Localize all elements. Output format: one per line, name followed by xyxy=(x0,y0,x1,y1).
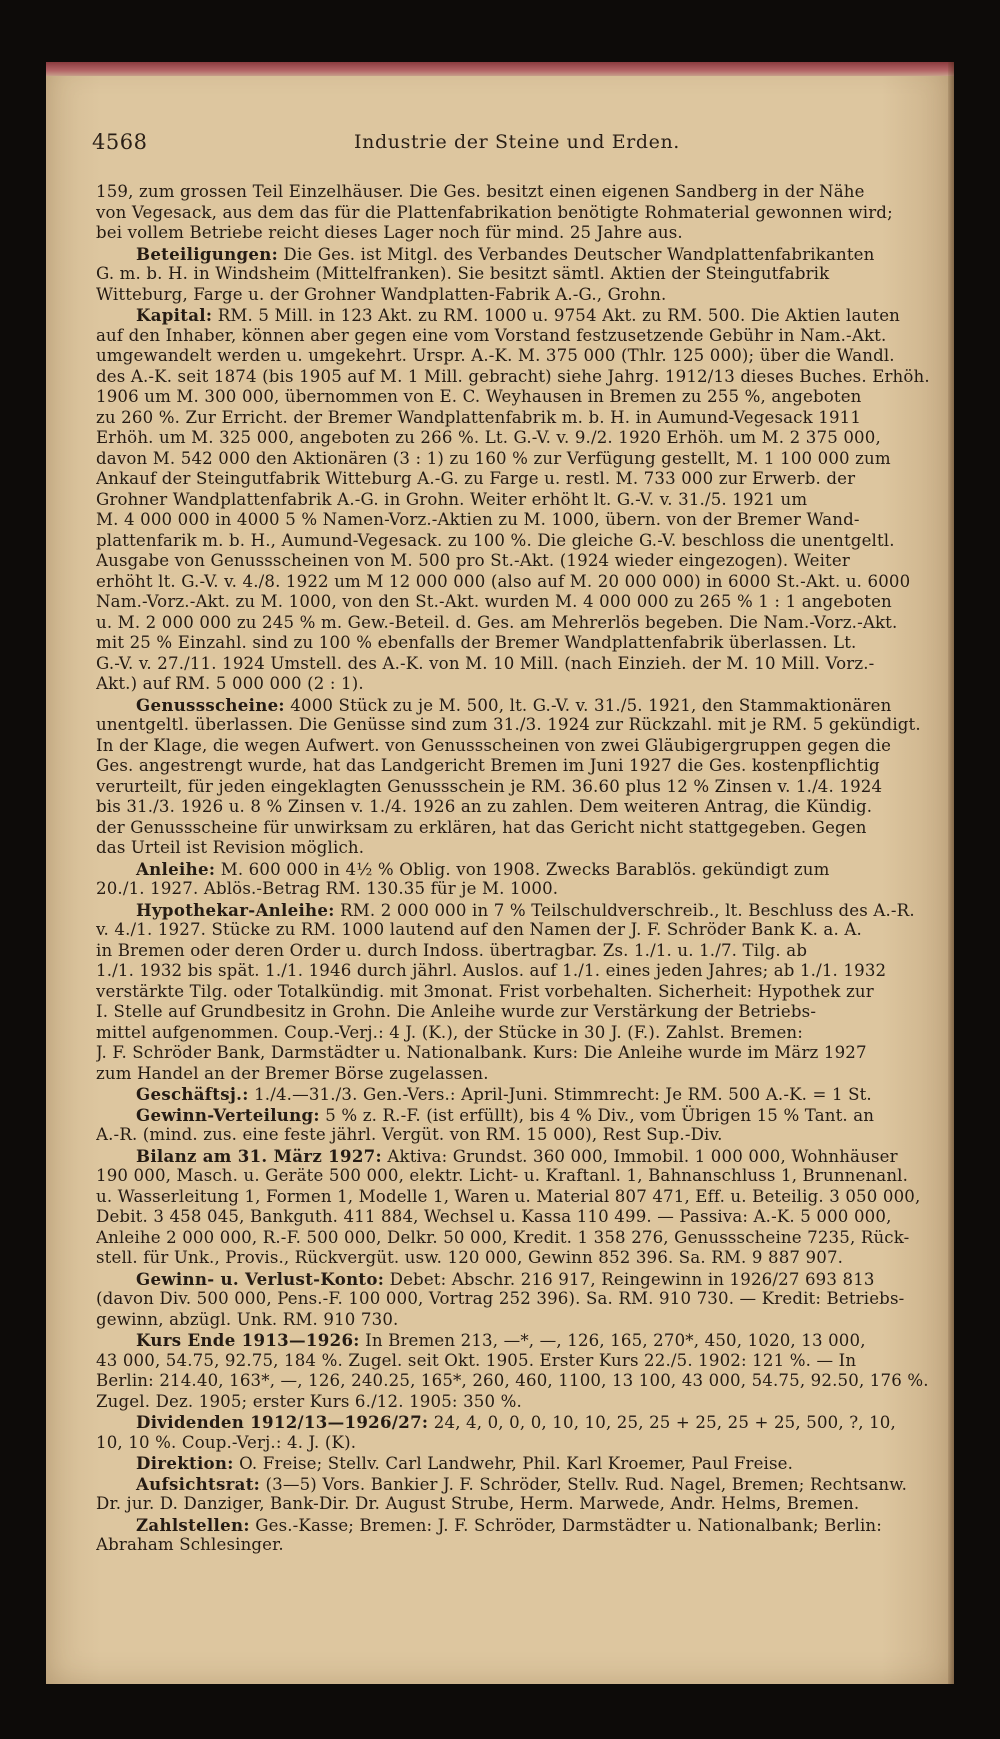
line-text: auf den Inhaber, können aber gegen eine vom Vorstand festzusetzende Gebühr in Nam.-Akt. xyxy=(96,325,887,345)
text-line xyxy=(96,879,954,900)
text-line xyxy=(96,1535,954,1556)
text-line xyxy=(96,1207,954,1228)
line-text: Ges.-Kasse; Bremen: J. F. Schröder, Darmstädter u. Nationalbank; Berlin: xyxy=(249,1515,883,1535)
line-text: u. M. 2 000 000 zu 245 % m. Gew.-Beteil. d. Ges. am Mehrerlös begeben. Die Nam.-Vorz.-Akt. xyxy=(96,612,898,632)
line-text: Witteburg, Farge u. der Grohner Wandplatten-Fabrik A.-G., Grohn. xyxy=(96,284,667,304)
section-line xyxy=(96,1453,954,1474)
text-line xyxy=(96,387,954,408)
section-heading: Kurs Ende 1913—1926: xyxy=(136,1330,360,1350)
text-line xyxy=(96,1494,954,1515)
text-line xyxy=(96,1187,954,1208)
text-line xyxy=(96,285,954,306)
text-line xyxy=(96,572,954,593)
line-text: des A.-K. seit 1874 (bis 1905 auf M. 1 Mill. gebracht) siehe Jahrg. 1912/13 dieses Buches. Erhöh. xyxy=(96,366,930,386)
section-line xyxy=(96,859,954,880)
section-heading: Geschäftsj.: xyxy=(136,1084,249,1104)
line-text: 1./4.—31./3. Gen.-Vers.: April-Juni. Stimmrecht: Je RM. 500 A.-K. = 1 St. xyxy=(248,1085,872,1104)
line-text: zu 260 %. Zur Erricht. der Bremer Wandplattenfabrik m. b. H. in Aumund-Vegesack 1911 xyxy=(96,407,862,427)
text-line xyxy=(96,777,954,798)
line-text: RM. 2 000 000 in 7 % Teilschuldverschreib., lt. Beschluss des A.-R. xyxy=(334,900,915,920)
section-heading: Hypothekar-Anleihe: xyxy=(136,899,335,920)
line-text: plattenfarik m. b. H., Aumund-Vegesack. zu 100 %. Die gleiche G.-V. beschloss die unentgeltl. xyxy=(96,530,895,550)
text-line xyxy=(96,182,954,203)
text-line xyxy=(96,490,954,511)
line-text: 190 000, Masch. u. Geräte 500 000, elektr. Licht- u. Kraftanl. 1, Bahnanschluss 1, Brunnenanl. xyxy=(96,1166,909,1185)
text-line xyxy=(96,1064,954,1085)
line-text: in Bremen oder deren Order u. durch Indoss. übertragbar. Zs. 1./1. u. 1./7. Tilg. ab xyxy=(96,940,808,960)
line-text: M. 600 000 in 4½ % Oblig. von 1908. Zwecks Barablös. gekündigt zum xyxy=(215,859,830,879)
text-line xyxy=(96,715,954,736)
page-number: 4568 xyxy=(92,130,148,154)
section-line xyxy=(96,244,954,265)
text-line xyxy=(96,1125,954,1146)
text-line xyxy=(96,1002,954,1023)
text-line xyxy=(96,264,954,285)
text-line xyxy=(96,982,954,1003)
text-line xyxy=(96,1043,954,1064)
line-text: Grohner Wandplattenfabrik A.-G. in Grohn. Weiter erhöht lt. G.-V. v. 31./5. 1921 um xyxy=(96,489,808,509)
text-line xyxy=(96,1023,954,1044)
section-line xyxy=(96,1474,954,1495)
line-text: G.-V. v. 27./11. 1924 Umstell. des A.-K. von M. 10 Mill. (nach Einzieh. der M. 10 Mill. Vorz.- xyxy=(96,653,875,673)
section-heading: Genussscheine: xyxy=(136,694,285,715)
line-text: RM. 5 Mill. in 123 Akt. zu RM. 1000 u. 9754 Akt. zu RM. 500. Die Aktien lauten xyxy=(212,306,901,325)
line-text: 24, 4, 0, 0, 0, 10, 10, 25, 25 + 25, 25 + 25, 500, ?, 10, xyxy=(428,1413,896,1432)
section-heading: Direktion: xyxy=(136,1453,234,1473)
line-text: unentgeltl. überlassen. Die Genüsse sind zum 31./3. 1924 zur Rückzahl. mit je RM. 5 gekündigt. xyxy=(96,715,921,734)
section-line xyxy=(96,1515,954,1536)
line-text: 5 % z. R.-F. (ist erfüllt), bis 4 % Div., vom Übrigen 15 % Tant. an xyxy=(319,1105,875,1125)
section-line xyxy=(96,1146,954,1167)
section-heading: Zahlstellen: xyxy=(136,1514,250,1535)
line-text: Ausgabe von Genussscheinen von M. 500 pro St.-Akt. (1924 wieder eingezogen). Weiter xyxy=(96,551,850,570)
text-line xyxy=(96,592,954,613)
line-text: mittel aufgenommen. Coup.-Verj.: 4 J. (K.), der Stücke in 30 J. (F.). Zahlst. Bremen: xyxy=(96,1022,803,1042)
section-line xyxy=(96,1084,954,1105)
section-heading: Gewinn-Verteilung: xyxy=(136,1104,320,1125)
line-text: 43 000, 54.75, 92.75, 184 %. Zugel. seit Okt. 1905. Erster Kurs 22./5. 1902: 121 %. — In xyxy=(96,1350,857,1370)
section-line xyxy=(96,1269,954,1290)
section-line xyxy=(96,305,954,326)
line-text: G. m. b. H. in Windsheim (Mittelfranken). Sie besitzt sämtl. Aktien der Steingutfabrik xyxy=(96,264,830,283)
line-text: Die Ges. ist Mitgl. des Verbandes Deutscher Wandplattenfabrikanten xyxy=(278,244,875,264)
section-line xyxy=(96,1330,954,1351)
line-text: bei vollem Betriebe reicht dieses Lager noch für mind. 25 Jahre aus. xyxy=(96,223,683,242)
text-line xyxy=(96,736,954,757)
line-text: J. F. Schröder Bank, Darmstädter u. Nationalbank. Kurs: Die Anleihe wurde im März 1927 xyxy=(96,1043,867,1062)
line-text: gewinn, abzügl. Unk. RM. 910 730. xyxy=(96,1309,399,1329)
text-line xyxy=(96,613,954,634)
line-text: v. 4./1. 1927. Stücke zu RM. 1000 lautend auf den Namen der J. F. Schröder Bank K. a. A. xyxy=(96,920,862,939)
text-line xyxy=(96,203,954,224)
line-text: mit 25 % Einzahl. sind zu 100 % ebenfalls der Bremer Wandplattenfabrik überlassen. Lt. xyxy=(96,633,857,652)
line-text: (davon Div. 500 000, Pens.-F. 100 000, Vortrag 252 396). Sa. RM. 910 730. — Kredit: Betriebs- xyxy=(96,1289,905,1308)
text-line xyxy=(96,346,954,367)
line-text: das Urteil ist Revision möglich. xyxy=(96,838,365,857)
line-text: Erhöh. um M. 325 000, angeboten zu 266 %. Lt. G.-V. v. 9./2. 1920 Erhöh. um M. 2 375 000, xyxy=(96,428,881,447)
text-line xyxy=(96,654,954,675)
text-line xyxy=(96,633,954,654)
section-heading: Anleihe: xyxy=(136,858,216,879)
line-text: Ankauf der Steingutfabrik Witteburg A.-G. zu Farge u. restl. M. 733 000 zur Erwerb. der xyxy=(96,469,856,488)
line-text: Anleihe 2 000 000, R.-F. 500 000, Delkr. 50 000, Kredit. 1 358 276, Genussscheine 7235, Rück- xyxy=(96,1227,910,1247)
line-text: davon M. 542 000 den Aktionären (3 : 1) zu 160 % zur Verfügung gestellt, M. 1 100 000 zum xyxy=(96,448,891,468)
line-text: In der Klage, die wegen Aufwert. von Genussscheinen von zwei Gläubigergruppen gegen die xyxy=(96,735,892,755)
line-text: I. Stelle auf Grundbesitz in Grohn. Die Anleihe wurde zur Verstärkung der Betriebs- xyxy=(96,1002,817,1021)
text-line xyxy=(96,449,954,470)
line-text: M. 4 000 000 in 4000 5 % Namen-Vorz.-Aktien zu M. 1000, übern. von der Bremer Wand- xyxy=(96,510,860,529)
line-text: zum Handel an der Bremer Börse zugelassen. xyxy=(96,1063,489,1083)
line-text: u. Wasserleitung 1, Formen 1, Modelle 1, Waren u. Material 807 471, Eff. u. Beteilig. 3 050 000, xyxy=(96,1186,921,1206)
line-text: umgewandelt werden u. umgekehrt. Urspr. A.-K. M. 375 000 (Thlr. 125 000); über die Wandl. xyxy=(96,346,895,365)
text-line xyxy=(96,1371,954,1392)
line-text: (3—5) Vors. Bankier J. F. Schröder, Stellv. Rud. Nagel, Bremen; Rechtsanw. xyxy=(260,1474,908,1494)
text-line xyxy=(96,1289,954,1310)
section-heading: Aufsichtsrat: xyxy=(136,1473,261,1494)
line-text: Debet: Abschr. 216 917, Reingewinn in 1926/27 693 813 xyxy=(384,1269,875,1289)
line-text: Berlin: 214.40, 163*, —, 126, 240.25, 165*, 260, 460, 1100, 13 100, 43 000, 54.75, 92.50, 176 %. xyxy=(96,1371,929,1390)
line-text: verstärkte Tilg. oder Totalkündig. mit 3monat. Frist vorbehalten. Sicherheit: Hypothek zur xyxy=(96,981,874,1001)
text-line xyxy=(96,428,954,449)
line-text: Zugel. Dez. 1905; erster Kurs 6./12. 1905: 350 %. xyxy=(96,1391,522,1411)
text-line xyxy=(96,941,954,962)
section-heading: Kapital: xyxy=(136,305,213,325)
running-title: Industrie der Steine und Erden. xyxy=(354,131,680,153)
line-text: 1906 um M. 300 000, übernommen von E. C. Weyhausen in Bremen zu 255 %, angeboten xyxy=(96,387,862,406)
page-top-edge xyxy=(46,62,954,76)
line-text: Abraham Schlesinger. xyxy=(96,1535,284,1554)
line-text: 1./1. 1932 bis spät. 1./1. 1946 durch jährl. Auslos. auf 1./1. eines jeden Jahres; ab 1./1. 1932 xyxy=(96,961,887,980)
text-line xyxy=(96,531,954,552)
section-line xyxy=(96,900,954,921)
line-text: der Genussscheine für unwirksam zu erklären, hat das Gericht nicht stattgegeben. Gegen xyxy=(96,817,867,837)
line-text: O. Freise; Stellv. Carl Landwehr, Phil. Karl Kroemer, Paul Freise. xyxy=(233,1454,794,1473)
line-text: Debit. 3 458 045, Bankguth. 411 884, Wechsel u. Kassa 110 499. — Passiva: A.-K. 5 000 000, xyxy=(96,1207,892,1226)
text-line xyxy=(96,510,954,531)
text-line xyxy=(96,818,954,839)
line-text: 159, zum grossen Teil Einzelhäuser. Die Ges. besitzt einen eigenen Sandberg in der Nähe xyxy=(96,182,865,201)
text-line xyxy=(96,1392,954,1413)
section-line xyxy=(96,1412,954,1433)
text-line xyxy=(96,674,954,695)
text-line xyxy=(96,1351,954,1372)
line-text: Ges. angestrengt wurde, hat das Landgericht Bremen im Juni 1927 die Ges. kostenpflichtig xyxy=(96,756,880,775)
text-line xyxy=(96,1228,954,1249)
text-line xyxy=(96,797,954,818)
line-text: Akt.) auf RM. 5 000 000 (2 : 1). xyxy=(96,674,364,693)
section-line xyxy=(96,1105,954,1126)
section-heading: Gewinn- u. Verlust-Konto: xyxy=(136,1268,385,1289)
line-text: In Bremen 213, —*, —, 126, 165, 270*, 450, 1020, 13 000, xyxy=(359,1331,866,1350)
line-text: verurteilt, für jeden eingeklagten Genussschein je RM. 36.60 plus 12 % Zinsen v. 1./4. 1924 xyxy=(96,776,883,796)
text-line xyxy=(96,326,954,347)
line-text: Nam.-Vorz.-Akt. zu M. 1000, von den St.-Akt. wurden M. 4 000 000 zu 265 % 1 : 1 angeboten xyxy=(96,592,892,611)
section-line xyxy=(96,695,954,716)
article-body xyxy=(96,182,954,1556)
line-text: bis 31./3. 1926 u. 8 % Zinsen v. 1./4. 1926 an zu zahlen. Dem weiteren Antrag, die Kündig. xyxy=(96,797,873,816)
line-text: Dr. jur. D. Danziger, Bank-Dir. Dr. August Strube, Herm. Marwede, Andr. Helms, Bremen. xyxy=(96,1494,860,1513)
text-line xyxy=(96,1166,954,1187)
text-line xyxy=(96,838,954,859)
text-line xyxy=(96,408,954,429)
scanned-page xyxy=(46,62,954,1684)
page-header xyxy=(92,130,942,158)
line-text: A.-R. (mind. zus. eine feste jährl. Vergüt. von RM. 15 000), Rest Sup.-Div. xyxy=(96,1125,723,1144)
text-line xyxy=(96,551,954,572)
line-text: 4000 Stück zu je M. 500, lt. G.-V. v. 31./5. 1921, den Stammaktionären xyxy=(284,695,892,715)
text-line xyxy=(96,1433,954,1454)
text-line xyxy=(96,1310,954,1331)
text-line xyxy=(96,469,954,490)
line-text: Aktiva: Grundst. 360 000, Immobil. 1 000 000, Wohnhäuser xyxy=(381,1146,898,1166)
text-line xyxy=(96,920,954,941)
section-heading: Dividenden 1912/13—1926/27: xyxy=(136,1412,429,1432)
line-text: 10, 10 %. Coup.-Verj.: 4. J. (K). xyxy=(96,1432,357,1452)
line-text: erhöht lt. G.-V. v. 4./8. 1922 um M 12 000 000 (also auf M. 20 000 000) in 6000 St.-Akt. u. 6000 xyxy=(96,571,911,591)
section-heading: Bilanz am 31. März 1927: xyxy=(136,1145,382,1166)
line-text: von Vegesack, aus dem das für die Plattenfabrikation benötigte Rohmaterial gewonnen wird; xyxy=(96,202,893,222)
line-text: stell. für Unk., Provis., Rückvergüt. usw. 120 000, Gewinn 852 396. Sa. RM. 9 887 907. xyxy=(96,1248,844,1267)
text-line xyxy=(96,223,954,244)
text-line xyxy=(96,1248,954,1269)
text-line xyxy=(96,367,954,388)
line-text: 20./1. 1927. Ablös.-Betrag RM. 130.35 für je M. 1000. xyxy=(96,879,559,898)
text-line xyxy=(96,961,954,982)
text-line xyxy=(96,756,954,777)
section-heading: Beteiligungen: xyxy=(136,243,278,264)
